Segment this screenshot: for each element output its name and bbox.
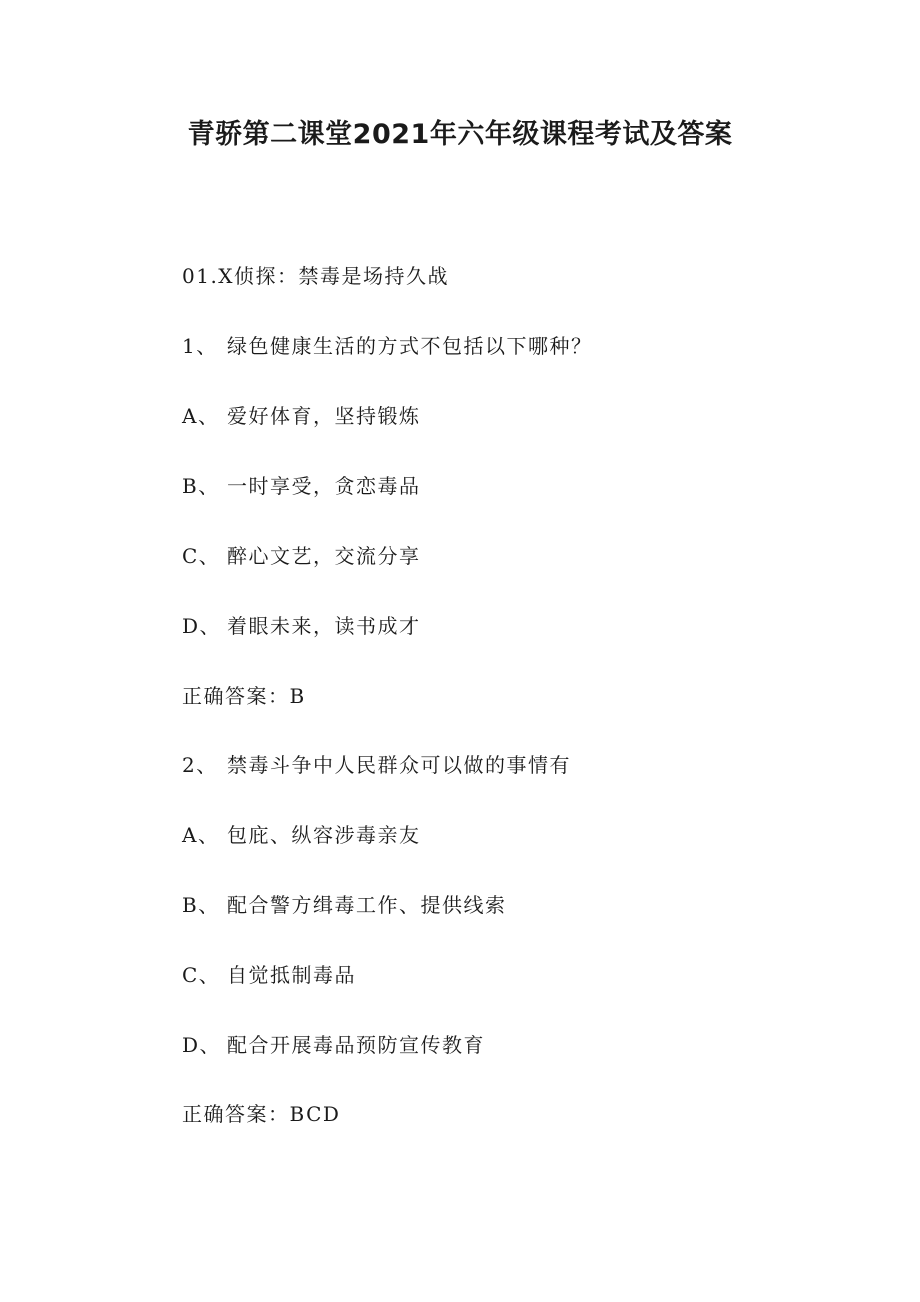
option-letter: C、 (182, 963, 221, 987)
option-text: 配合开展毒品预防宣传教育 (227, 1033, 485, 1057)
option-b (182, 471, 421, 501)
option-letter: D、 (182, 614, 222, 638)
option-text: 醉心文艺，交流分享 (227, 544, 421, 568)
question-text: 禁毒斗争中人民群众可以做的事情有 (227, 753, 571, 777)
option-c (182, 541, 421, 571)
option-text: 着眼未来，读书成才 (227, 614, 421, 638)
option-d (182, 1030, 485, 1060)
option-letter: B、 (182, 474, 220, 498)
option-text: 自觉抵制毒品 (227, 963, 356, 987)
question-2 (182, 750, 571, 780)
option-letter: B、 (182, 893, 220, 917)
option-text: 一时享受，贪恋毒品 (227, 474, 421, 498)
option-letter: A、 (182, 404, 220, 428)
option-c (182, 960, 356, 990)
option-b (182, 890, 507, 920)
section-heading: 01.X侦探：禁毒是场持久战 (182, 264, 450, 288)
question-text: 绿色健康生活的方式不包括以下哪种？ (227, 334, 593, 358)
option-a (182, 820, 421, 850)
option-letter: A、 (182, 823, 220, 847)
option-text: 爱好体育，坚持锻炼 (227, 404, 421, 428)
document-title: 青骄第二课堂2021年六年级课程考试及答案 (187, 119, 733, 150)
option-d (182, 611, 421, 641)
question-number: 2、 (182, 753, 218, 777)
answer-2: 正确答案：BCD (182, 1102, 341, 1126)
option-letter: D、 (182, 1033, 222, 1057)
answer-1: 正确答案：B (182, 684, 306, 708)
question-1 (182, 331, 593, 361)
option-text: 配合警方缉毒工作、提供线索 (227, 893, 507, 917)
question-number: 1、 (182, 334, 218, 358)
option-letter: C、 (182, 544, 221, 568)
option-a (182, 401, 421, 431)
option-text: 包庇、纵容涉毒亲友 (227, 823, 421, 847)
